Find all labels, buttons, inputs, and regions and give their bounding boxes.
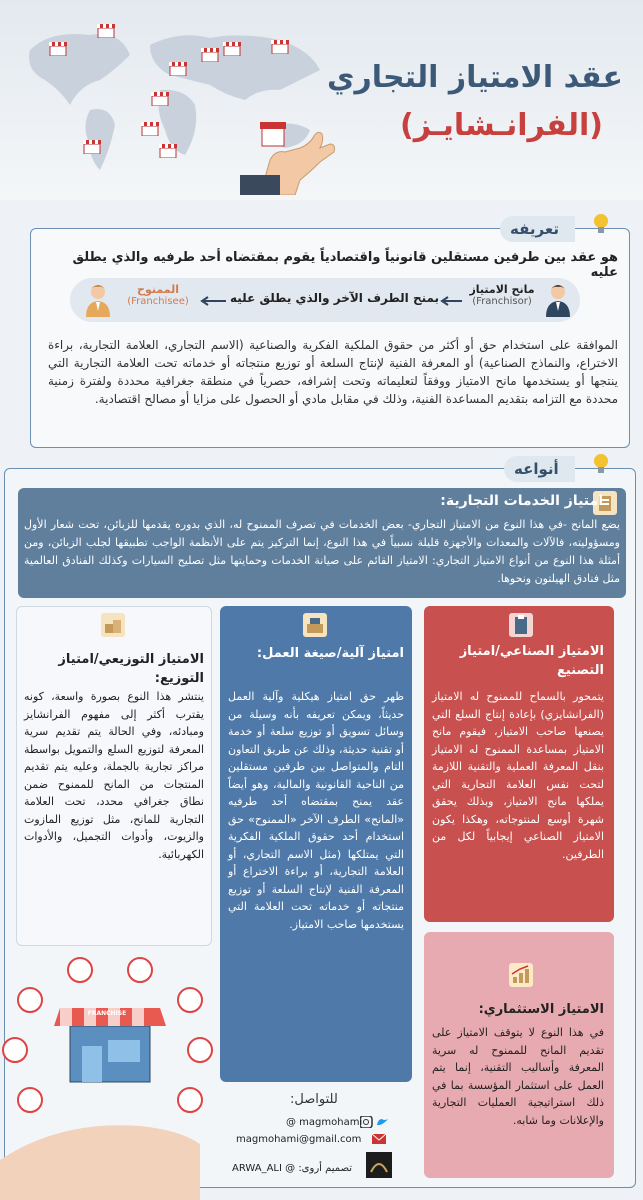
hand-holding-shop-icon [240, 100, 350, 195]
shop-pin-icon [158, 142, 178, 158]
shop-pin-icon [200, 46, 220, 62]
cash-register-icon [302, 612, 328, 638]
mechanism-body: ظهر حق امتياز هيكلية وآلية العمل حديثاً، ويمكن تعريفه بأنه وسيلة من وسائل تسويق أو توزيع سلعة أو خدمة أو تقنية حديثة، وذلك عن طريق التعاون التام والمتواصل بين طرفين مستقلين من الناحية القانونية والمالية، وهو أيضاً عقد يمنح بمقتضاه أحد طرفيه «المانح» الطرف الآخر «الممنوح» حق استخدام أحد حقوق الملكية الفكرية التي يمتلكها (مثل الاسم التجاري، أو العلامة التجارية، أو براءة الاختراع أو المعرفة الفنية لإنتاج السلعة أو توزيع منتجاته أو خدماته تحت العلامة التي يستخدمها صاحب الامتياز. [228, 690, 404, 931]
shop-pin-icon [150, 90, 170, 106]
shop-sign-text: FRANCHISE [87, 1010, 127, 1017]
franchisor-english: (Franchisor) [472, 296, 532, 307]
arrow-left-icon [440, 296, 462, 306]
mechanism-title: امتياز آلية/صيغة العمل: [256, 646, 404, 661]
shop-pin-icon [270, 38, 290, 54]
definition-label: تعريفه [500, 216, 575, 242]
services-title: امتياز الخدمات التجارية: [440, 493, 603, 509]
growth-chart-icon [508, 962, 534, 988]
shop-pin-icon [140, 120, 160, 136]
mail-icon [372, 1134, 386, 1144]
lightbulb-icon [592, 452, 610, 476]
contact-title: للتواصل: [290, 1092, 338, 1107]
header [0, 0, 643, 200]
franchisor-label [462, 283, 542, 307]
shop-pin-icon [48, 40, 68, 56]
designer-credit [232, 1163, 352, 1174]
distribution-body: ينتشر هذا النوع بصورة واسعة، كونه يقترب أكثر إلى مفهوم الفرانشايز ومبادئه، وفي الحالة يتم تقديم سرية المعرفة لتوزيع السلع والتمويل بواسطة مراكز تجارية بالجملة، وعليه يتم تقديم المنتجات من المانح للممنوح ضمن نطاق جغرافي محدد، تحت العلامة التجارية للمانح، مثل توزيع المازوت والزيوت، وأدوات التجميل، والأدوات الكهربائية. [24, 690, 204, 861]
contact-email: magmohami@gmail.com [236, 1134, 362, 1145]
shop-pin-icon [82, 138, 102, 154]
franchisor-person-icon [544, 283, 572, 317]
franchisee-label [118, 283, 198, 307]
services-body: يضع المانح -في هذا النوع من الامتياز التجاري- بعض الخدمات في تصرف الممنوح له، الذي بدوره يقدمها للزبائن، تحت شعار الأول ومسؤوليته، فالآلات والمعدات والأجهزة قليلة نسبياً في هذا النوع، إنما التركيز يتم على الأنظمة الواجب تطبيقها لجلب الزبائن، ومن أمثلة هذا النوع من أنواع الامتياز التجاري: الامتياز القائم على صيانة الخدمات وحمايتها مثل تصليح السيارات وكذلك الفنادق العالمية مثل فنادق الهيلتون ونحوها. [24, 518, 620, 585]
franchisor-arabic: مانح الامتياز [469, 283, 535, 296]
franchisee-arabic: الممنوح [137, 283, 179, 296]
industrial-body: يتمحور بالسماح للممنوح له الامتياز (الفرانشايزي) بإعادة إنتاج السلع التي يصنعها صاحب الامتياز، فيقوم مانح الامتياز بمساعدة الممنوح له الامتياز بنقل المعرفة العملية والتقنية اللازمة لتحت نفس العلامة التجارية التي يملكها مانح الامتياز، وبذلك يحقق شهرة أوسع لمنتوجاته، وهكذا يكون الامتياز الصناعي إيجابياً لكل من الطرفين. [432, 690, 604, 861]
shop-pin-icon [168, 60, 188, 76]
contact-handle: @ magmohami [286, 1117, 363, 1128]
distribution-title: الامتياز التوزيعي/امتياز التوزيع: [58, 652, 204, 686]
types-label: أنواعه [504, 456, 575, 482]
designer-logo-icon [366, 1152, 392, 1178]
franchisee-person-icon [84, 283, 112, 317]
lightbulb-icon [592, 212, 610, 236]
investment-body: في هذا النوع لا يتوقف الامتياز على تقديم المانح للممنوح له سرية المعرفة وأساليب التقنية، إنما يتم العمل على استثمار المؤسسة بما في ذلك استراتيجية العمليات التجارية والإعلانات وما شابه. [432, 1026, 604, 1127]
industrial-title: الامتياز الصناعي/امتياز التصنيع [459, 644, 604, 678]
social-icons [360, 1116, 390, 1128]
franchise-shop-illustration [0, 920, 215, 1200]
parties-middle-text: بمنح الطرف الآخر والذي يطلق عليه [230, 291, 440, 305]
shop-pin-icon [96, 22, 116, 38]
designer-handle: @ ARWA_ALI [232, 1163, 296, 1174]
definition-body: الموافقة على استخدام حق أو أكثر من حقوق الملكية الفكرية والصناعية (الاسم التجاري، العلامة التجارية، براءة الاختراع، والنماذج الصناعية) أو المعرفة الفنية لإنتاج السلعة أو توزيع منتجاته أو خدماته تحت العلامة التجارية التي ينتجها أو يستخدمها مانح الامتياز ووفقاً لتعليماته وتحت إشرافه، حصرياً في منطقة جغرافية محددة ولفترة زمنية محددة مع التزامه بتقديم المساعدة الفنية، وذلك في مقابل مادي أو الحصول على مزايا أو مصالح اقتصادية. [48, 338, 618, 406]
shop-pin-icon [222, 40, 242, 56]
page-subtitle: (الفرانـشايـز) [400, 108, 603, 143]
definition-lead: هو عقد بين طرفين مستقلين قانونياً واقتصادياً يقوم بمقتضاه أحد طرفيه والذي يطلق عليه [72, 250, 618, 280]
clipboard-icon [508, 612, 534, 638]
page-title: عقد الامتياز التجاري [327, 60, 623, 95]
designer-label: تصميم أروى: [298, 1163, 353, 1174]
investment-title: الامتياز الاستثماري: [478, 1002, 604, 1017]
franchisee-english: (Franchisee) [127, 296, 189, 307]
arrow-left-icon [200, 296, 226, 306]
boxes-icon [100, 612, 126, 638]
